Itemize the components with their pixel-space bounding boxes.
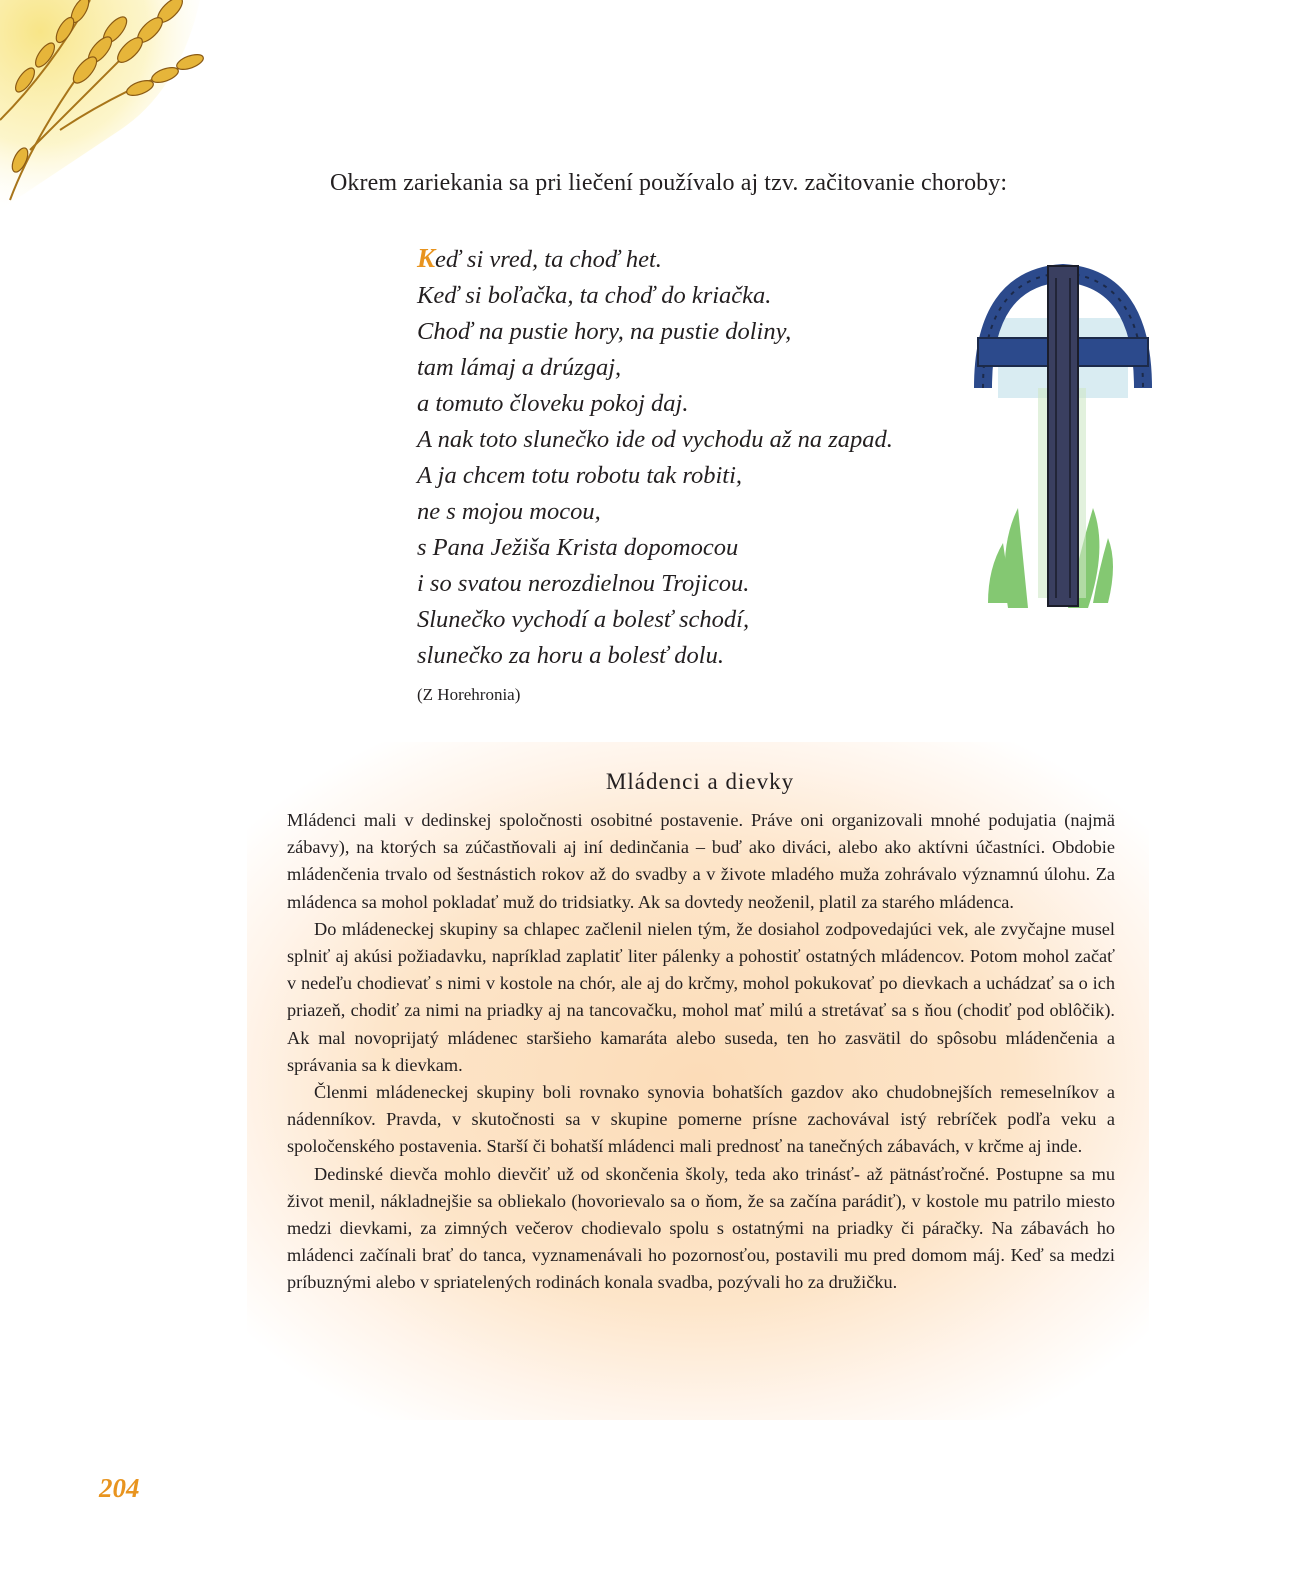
paragraph: Mládenci mali v dedinskej spoločnosti osobitné postavenie. Práve oni organizovali mnohé podujatia (najmä zábavy), na ktorých sa zúčastňovali aj iní dedinčania – buď ako diváci, alebo ako aktívni účastníci. Obdobie mládenčenia trvalo od šestnástich rokov až do svadby a v živote mladého muža zohrávalo významnú úlohu. Za mládenca sa mohol pokladať muž do tridsiatky. Ak sa dovtedy neoženil, platil za starého mládenca. bbox=[287, 810, 1115, 912]
poem-line: i so svatou nerozdielnou Trojicou. bbox=[417, 570, 750, 597]
wayside-cross-icon bbox=[968, 258, 1158, 616]
poem-line: a tomuto človeku pokoj daj. bbox=[417, 390, 689, 417]
poem-line bbox=[417, 240, 977, 278]
poem-line: Choď na pustie hory, na pustie doliny, bbox=[417, 318, 792, 345]
intro-text: Okrem zariekania sa pri liečení používalo aj tzv. začitovanie choroby: bbox=[330, 170, 1008, 196]
section-body bbox=[287, 807, 1115, 1297]
wheat-ears-icon bbox=[0, 0, 215, 215]
poem-line: s Pana Ježiša Krista dopomocou bbox=[417, 534, 739, 561]
poem-line: Slunečko vychodí a bolesť schodí, bbox=[417, 606, 750, 633]
paragraph: Do mládeneckej skupiny sa chlapec začlenil nielen tým, že dosiahol zodpovedajúci vek, ale zvyčajne musel splniť aj akúsi požiadavku, napríklad zaplatiť liter pálenky a pohostiť ostatných mládencov. Potom mohol začať v nedeľu chodievať s nimi v kostole na chór, ale aj do krčmy, mohol pokukovať po dievkach a uchádzať sa o ich priazeň, chodiť za nimi na priadky aj na tancovačku, mohol mať milú a stretávať sa s ňou (chodiť pod oblôčik). Ak mal novoprijatý mládenec staršieho kamaráta alebo suseda, ten ho zasvätil do spôsobu mládenčenia a správania sa k dievkam. bbox=[287, 918, 1115, 1075]
poem-line: A ja chcem totu robotu tak robiti, bbox=[417, 462, 743, 489]
poem-source: (Z Horehronia) bbox=[417, 685, 521, 704]
poem-line: ne s mojou mocou, bbox=[417, 498, 601, 525]
drop-cap: K bbox=[417, 243, 436, 273]
paragraph: Dedinské dievča mohlo dievčiť už od skončenia školy, teda ako trinásť- až pätnásťročné. Postupne sa mu život menil, nákladnejšie sa obliekalo (hovorievalo sa o ňom, že sa začína parádiť), v kostole mu patrilo miesto medzi dievkami, za zimných večerov chodievalo spolu s ostatnými na priadky či páračky. Na zábavách ho mládenci začínali brať do tanca, vyznamenávali ho pozornosťou, postavili mu pred domom máj. Keď sa medzi príbuznými alebo v spriatelených rodinách konala svadba, pozývali ho za družičku. bbox=[287, 1163, 1115, 1293]
paragraph: Členmi mládeneckej skupiny boli rovnako synovia bohatších gazdov ako chudobnejších remeselníkov a nádenníkov. Pravda, v skutočnosti sa v skupine pomerne prísne zachovával istý rebríček podľa veku a spoločenského postavenia. Starší či bohatší mládenci mali prednosť na tanečných zábavách, v krčme aj inde. bbox=[287, 1082, 1115, 1157]
poem bbox=[417, 240, 977, 674]
poem-line: tam lámaj a drúzgaj, bbox=[417, 354, 622, 381]
section-title: Mládenci a dievky bbox=[605, 769, 795, 794]
poem-first-line-rest: eď si vred, ta choď het. bbox=[435, 246, 662, 273]
page-number: 204 bbox=[99, 1473, 140, 1503]
poem-line: Keď si boľačka, ta choď do kriačka. bbox=[417, 282, 772, 309]
poem-line: slunečko za horu a bolesť dolu. bbox=[417, 642, 724, 669]
poem-line: A nak toto slunečko ide od vychodu až na zapad. bbox=[417, 426, 893, 453]
